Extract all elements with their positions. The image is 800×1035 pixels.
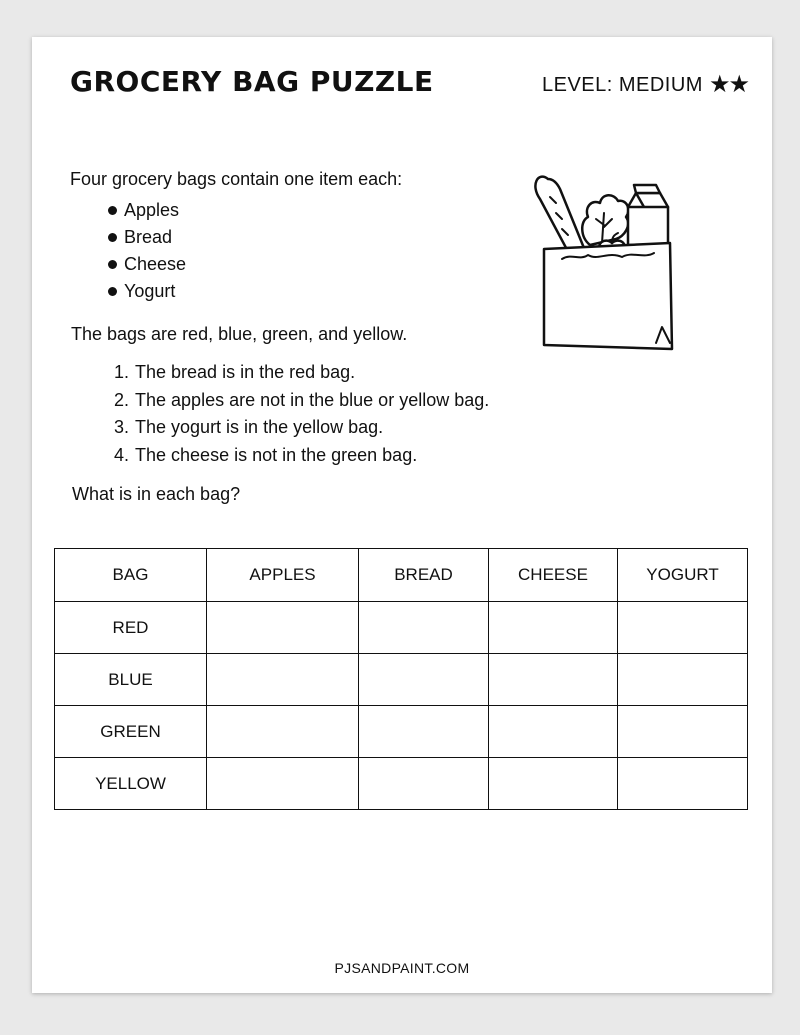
grid-cell[interactable] xyxy=(207,758,359,810)
grid-cell[interactable] xyxy=(359,758,489,810)
item-list xyxy=(108,197,186,305)
table-row xyxy=(55,602,748,654)
clue-item: 4. The cheese is not in the green bag. xyxy=(114,444,418,465)
footer-credit: PJSANDPAINT.COM xyxy=(334,960,470,976)
page-title: GROCERY BAG PUZZLE xyxy=(70,65,434,98)
table-row xyxy=(55,706,748,758)
grid-cell[interactable] xyxy=(359,706,489,758)
grid-cell[interactable] xyxy=(359,602,489,654)
row-label: BLUE xyxy=(55,654,207,706)
grid-cell[interactable] xyxy=(489,654,618,706)
intro-text: Four grocery bags contain one item each: xyxy=(70,169,403,189)
grid-cell[interactable] xyxy=(207,602,359,654)
bullet-icon xyxy=(108,260,117,269)
grid-cell[interactable] xyxy=(618,654,748,706)
grocery-bag-icon xyxy=(532,167,677,352)
row-label: GREEN xyxy=(55,706,207,758)
grid-header: BREAD xyxy=(359,549,489,602)
star-rating-icon: ★★ xyxy=(708,71,748,98)
grid-cell[interactable] xyxy=(359,654,489,706)
table-row xyxy=(55,654,748,706)
clue-item: 1. The bread is in the red bag. xyxy=(114,362,356,383)
bullet-icon xyxy=(108,206,117,215)
grid-header: BAG xyxy=(55,549,207,602)
level-label: LEVEL: MEDIUM xyxy=(541,73,703,96)
bullet-icon xyxy=(108,287,117,296)
logic-grid xyxy=(54,548,748,810)
clue-item: 2. The apples are not in the blue or yellow bag. xyxy=(114,389,490,410)
grid-header: YOGURT xyxy=(618,549,748,602)
grid-header: APPLES xyxy=(207,549,359,602)
worksheet-page xyxy=(32,37,772,993)
question-text: What is in each bag? xyxy=(72,484,241,504)
grid-header-row xyxy=(55,549,748,602)
list-item: Bread xyxy=(108,224,186,251)
grid-cell[interactable] xyxy=(489,758,618,810)
list-item: Apples xyxy=(108,197,186,224)
clue-item: 3. The yogurt is in the yellow bag. xyxy=(114,417,384,438)
table-row xyxy=(55,758,748,810)
grid-cell[interactable] xyxy=(207,654,359,706)
clue-list xyxy=(114,359,489,469)
row-label: YELLOW xyxy=(55,758,207,810)
row-label: RED xyxy=(55,602,207,654)
grid-cell[interactable] xyxy=(489,602,618,654)
grid-cell[interactable] xyxy=(207,706,359,758)
grid-cell[interactable] xyxy=(618,758,748,810)
bags-sentence: The bags are red, blue, green, and yellow. xyxy=(71,324,408,344)
list-item: Yogurt xyxy=(108,278,186,305)
grid-cell[interactable] xyxy=(618,602,748,654)
difficulty-level xyxy=(542,73,748,97)
grid-cell[interactable] xyxy=(618,706,748,758)
list-item: Cheese xyxy=(108,251,186,278)
bullet-icon xyxy=(108,233,117,242)
grid-header: CHEESE xyxy=(489,549,618,602)
grid-cell[interactable] xyxy=(489,706,618,758)
